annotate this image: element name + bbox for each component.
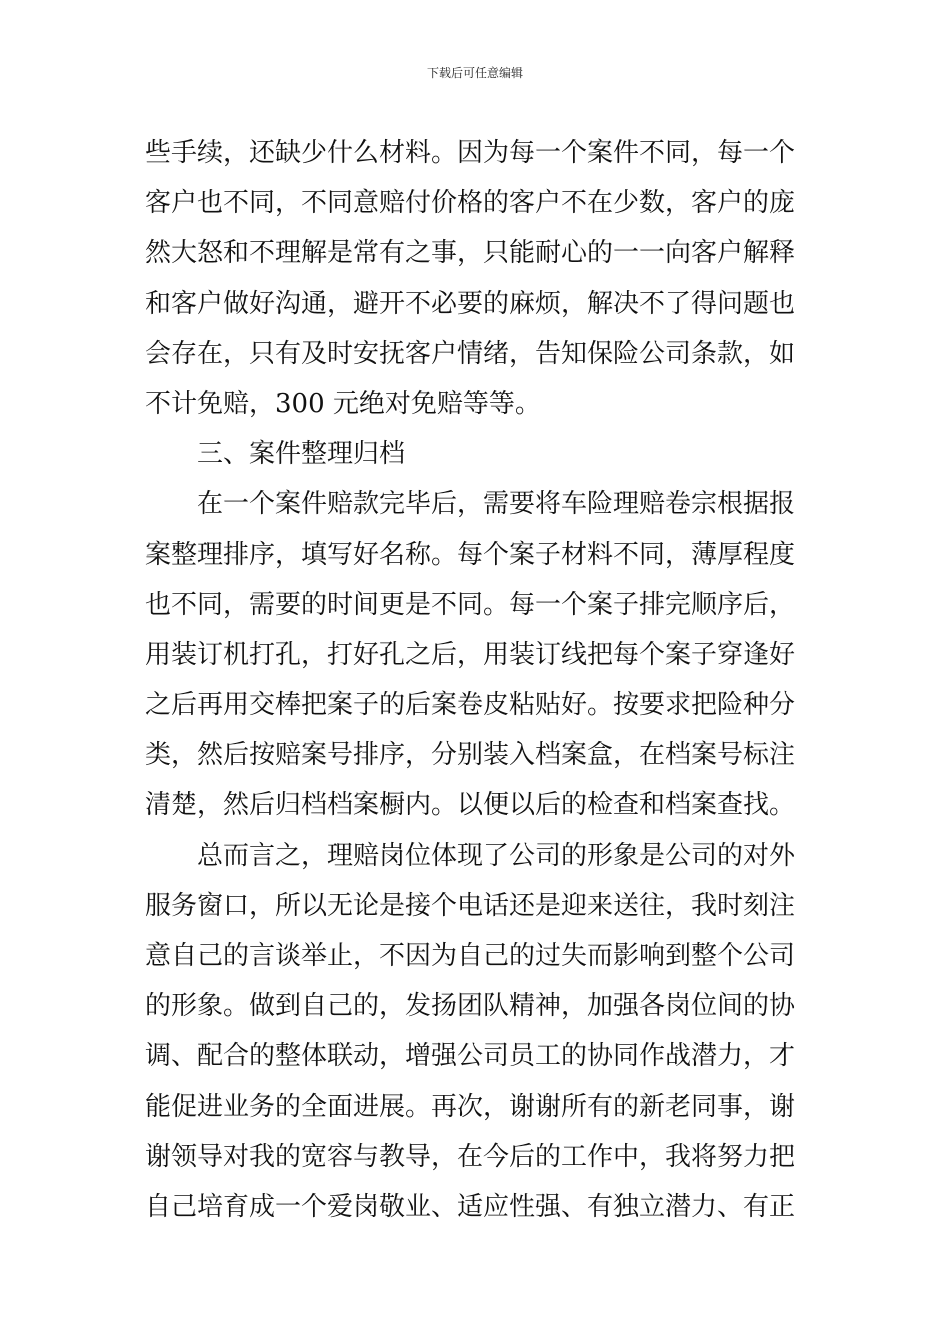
text-line: 服务窗口，所以无论是接个电话还是迎来送往，我时刻注 — [145, 890, 796, 921]
text-line: 的形象。做到自己的，发扬团队精神，加强各岗位间的协 — [145, 991, 796, 1022]
text-line: 清楚，然后归档档案橱内。以便以后的检查和档案查找。 — [145, 790, 796, 821]
text-line: 谢领导对我的宽容与教导，在今后的工作中，我将努力把 — [145, 1141, 796, 1172]
page-header: 下载后可任意编辑 — [426, 66, 523, 80]
body-text — [145, 128, 815, 1232]
section-heading: 三、案件整理归档 — [197, 439, 406, 470]
text-line: 意自己的言谈举止，不因为自己的过失而影响到整个公司 — [145, 941, 796, 971]
text-line: 类，然后按赔案号排序，分别装入档案盒，在档案号标注 — [145, 740, 796, 771]
text-line: 客户也不同，不同意赔付价格的客户不在少数，客户的庞 — [145, 188, 796, 219]
text-line: 之后再用交棒把案子的后案卷皮粘贴好。按要求把险种分 — [145, 690, 796, 721]
paragraph-start: 总而言之，理赔岗位体现了公司的形象是公司的对外 — [197, 840, 796, 871]
text-line: 些手续，还缺少什么材料。因为每一个案件不同，每一个 — [145, 138, 796, 168]
text-line: 能促进业务的全面进展。再次，谢谢所有的新老同事，谢 — [145, 1091, 796, 1122]
text-line: 也不同，需要的时间更是不同。每一个案子排完顺序后， — [145, 589, 796, 620]
text-line: 和客户做好沟通，避开不必要的麻烦，解决不了得问题也 — [145, 288, 796, 319]
paragraph-start: 在一个案件赔款完毕后，需要将车险理赔卷宗根据报 — [197, 489, 796, 520]
text-line: 会存在，只有及时安抚客户情绪，告知保险公司条款，如 — [145, 338, 796, 369]
text-line: 调、配合的整体联动，增强公司员工的协同作战潜力，才 — [145, 1041, 796, 1072]
text-line: 用装订机打孔，打好孔之后，用装订线把每个案子穿逢好 — [145, 639, 796, 670]
text-line: 不计免赔，300 元绝对免赔等等。 — [145, 388, 541, 419]
text-line: 自己培育成一个爱岗敬业、适应性强、有独立潜力、有正 — [145, 1191, 796, 1222]
text-line: 案整理排序，填写好名称。每个案子材料不同，薄厚程度 — [145, 539, 796, 570]
text-line: 然大怒和不理解是常有之事，只能耐心的一一向客户解释 — [145, 238, 796, 269]
